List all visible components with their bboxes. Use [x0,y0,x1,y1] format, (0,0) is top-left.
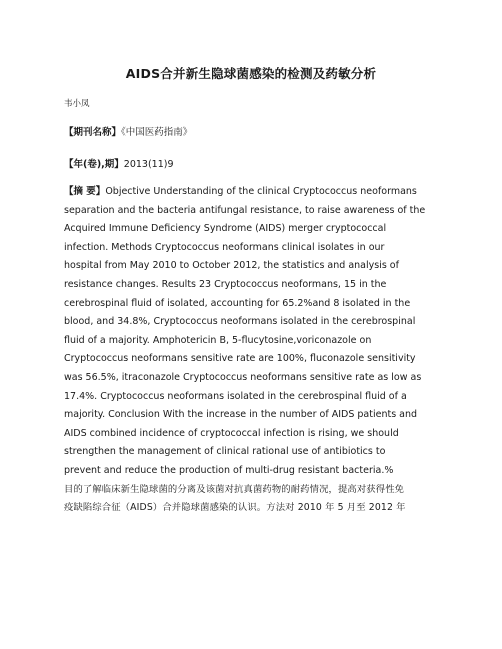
abstract-line: infection. Methods Cryptococcus neoformans clinical isolates in our [64,241,385,253]
journal-value: 《中国医药指南》 [121,127,193,138]
year-value: 2013(11)9 [123,159,174,170]
journal-info [64,124,192,138]
abstract-line: Cryptococcus neoformans sensitive rate are 100%, fluconazole sensitivity [64,353,416,365]
abstract-text: Objective Understanding of the clinical Cryptococcus neoformans [105,186,417,197]
abstract-line: blood, and 34.8%, Cryptococcus neoformans isolated in the cerebrospinal [64,316,416,328]
abstract-line: 目的了解临床新生隐球菌的分离及该菌对抗真菌药物的耐药情况，提高对获得性免 [64,483,405,495]
abstract [64,183,444,518]
abstract-line: separation and the bacteria antifungal resistance, to raise awareness of the [64,204,426,216]
abstract-label: 【摘 要】 [64,186,106,197]
abstract-line: hospital from May 2010 to October 2012, the statistics and analysis of [64,260,399,272]
abstract-line: AIDS combined incidence of cryptococcal infection is rising, we should [64,427,399,439]
abstract-line: 17.4%. Cryptococcus neoformans isolated in the cerebrospinal fluid of a [64,390,407,402]
abstract-line: was 56.5%, itraconazole Cryptococcus neoformans sensitive rate as low as [64,371,422,383]
abstract-line: 疫缺陷综合征（AIDS）合并隐球菌感染的认识。方法对 2010 年 5 月至 2012 年 [64,502,406,514]
abstract-line: resistance changes. Results 23 Cryptococcus neoformans, 15 in the [64,278,387,290]
year-info [64,156,174,170]
author-name: 韦小凤 [64,99,90,109]
abstract-line: cerebrospinal fluid of isolated, accounting for 65.2%and 8 isolated in the [64,297,411,309]
abstract-line: strengthen the management of clinical rational use of antibiotics to [64,446,386,458]
journal-label: 【期刊名称】 [64,127,122,138]
abstract-line: prevent and reduce the production of multi-drug resistant bacteria.% [64,464,394,476]
abstract-line: majority. Conclusion With the increase in the number of AIDS patients and [64,409,418,421]
year-label: 【年(卷),期】 [64,159,124,170]
abstract-line: fluid of a majority. Amphotericin B, 5-flucytosine,voriconazole on [64,334,372,346]
abstract-line: Acquired Immune Deficiency Syndrome (AIDS) merger cryptococcal [64,223,387,235]
document-title: AIDS合并新生隐球菌感染的检测及药敏分析 [125,66,377,81]
abstract-line [64,183,444,202]
